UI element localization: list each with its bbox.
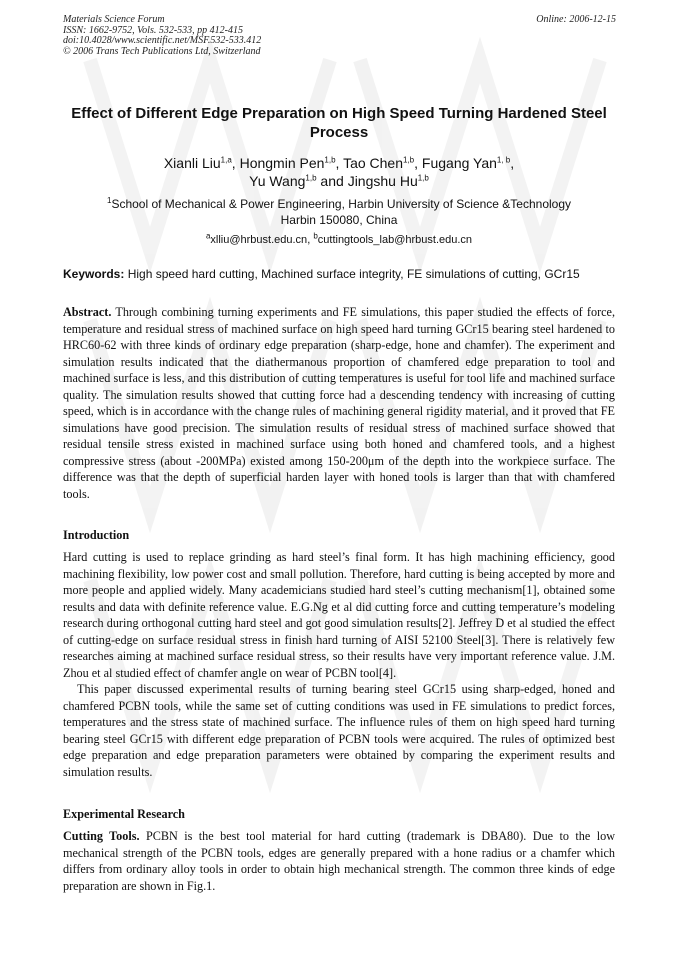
author-list [63,154,615,190]
issn-line: ISSN: 1662-9752, Vols. 532-533, pp 412-415 [63,24,243,36]
abstract [63,304,615,502]
paragraph: This paper discussed experimental results of turning bearing steel GCr15 using sharp-edged, honed and chamfered PCBN tools, while the same set of cutting conditions was used in FE simulations to predict forces, temperatures and the stress state of machined surface. The influence rules of them on high speed hard turning bearing steel GCr15 with different edge preparation of PCBN tools were acquired. The rules of optimized best edge preparation and edge preparation parameters were obtained by comparing the experiment results and simulation results. [63,682,615,779]
doi-line: doi:10.4028/www.scientific.net/MSF.532-533.412 [63,35,262,47]
email-a: xlliu@hrbust.edu.cn [210,234,308,246]
introduction-body [63,549,615,780]
keywords-text: High speed hard cutting, Machined surface integrity, FE simulations of cutting, GCr15 [124,267,580,281]
author: Tao Chen$^{1,b}$, [343,155,422,171]
cutting-tools-label: Cutting Tools. [63,829,140,843]
author: Xianli Liu$^{1,a}$, [163,155,240,171]
section-heading-experimental: Experimental Research [63,807,185,821]
affiliation: $^1$School of Mechanical & Power Engineering, Harbin University of Science &Technology Harbin 150080, China [106,196,572,227]
section-heading-introduction: Introduction [63,528,130,542]
author: Yu Wang$^{1,b}$ and [249,173,348,189]
abstract-label: Abstract. [63,305,112,319]
header-meta [63,15,261,57]
author: Hongmin Pen$^{1,b}$, [239,155,344,171]
keywords [63,266,615,282]
copyright-line: © 2006 Trans Tech Publications Ltd, Switzerland [63,45,261,57]
cutting-tools-text: PCBN is the best tool material for hard cutting (trademark is DBA80). Due to the low mechanical strength of the PCBN tools, edges are generally prepared with a hone radius or a chamfer which differs from ordinary alloy tools in order to obtain high mechanical strength. The common three kinds of edge preparation are shown in Fig.1. [63,829,616,893]
author: Fugang Yan$^{1, b}$, [421,155,515,171]
author: Jingshu Hu$^{1,b}$ [347,173,429,189]
cutting-tools-paragraph [63,828,615,894]
email-b: cuttingtools_lab@hrbust.edu.cn [317,234,473,246]
paper-title: Effect of Different Edge Preparation on High Speed Turning Hardened Steel Process [71,105,607,141]
abstract-text: Through combining turning experiments and FE simulations, this paper studied the effects of force, temperature and residual stress of machined surface on high speed hard turning GCr15 bearing steel hardened to HRC60-62 with three kinds of ordinary edge preparation (sharp-edge, hone and chamfer). The experiment and simulation results indicated that the diathermanous proportion of chamfered edge preparation to tool and machined surface is less, and this distribution of cutting temperatures is useful for tool life and machined surface quality. The simulation results showed that cutting force had a descending tendency with increasing of cutting speed, which is in accordance with the change rules of machining general rigidity material, and it proved that FE simulations have good precision. The simulation results of residual stress of machined surface showed that residual tensile stress existed in machined surface using both honed and chamfered tools, and a highest compressive stress (about -200MPa) existed among 150-200μm of the depth into the workpiece surface. The difference was that the depth of superficial harden layer with honed tools is larger than that with chamfered tools. [63,305,615,501]
online-date: Online: 2006-12-15 [536,14,616,25]
journal-name: Materials Science Forum [63,14,165,25]
keywords-label: Keywords: [63,267,125,281]
paragraph: Hard cutting is used to replace grinding as hard steel’s final form. It has high machining efficiency, good machining flexibility, low power cost and small pollution. Therefore, hard cutting is being accepted by more and more people and applied widely. Many academicians studied hard steel’s cutting mechanism[1], obtained some results and data with definite reference value. E.G.Ng et al did cutting force and cutting temperature’s modeling research during orthogonal cutting hard steel and got good simulation results[2]. Jeffrey D et al studied the effect of cutting-edge on surface residual stress in finish hard turning of AISI 52100 Steel[3]. There is relatively few researches aiming at machined surface residual stress, so their results have very important reference value. J.M. Zhou et al studied effect of chamfer angle on wear of PCBN tool[4]. [63,550,615,680]
email-line: $^a$xlliu@hrbust.edu.cn, $^b$cuttingtools_lab@hrbust.edu.cn [205,231,473,246]
